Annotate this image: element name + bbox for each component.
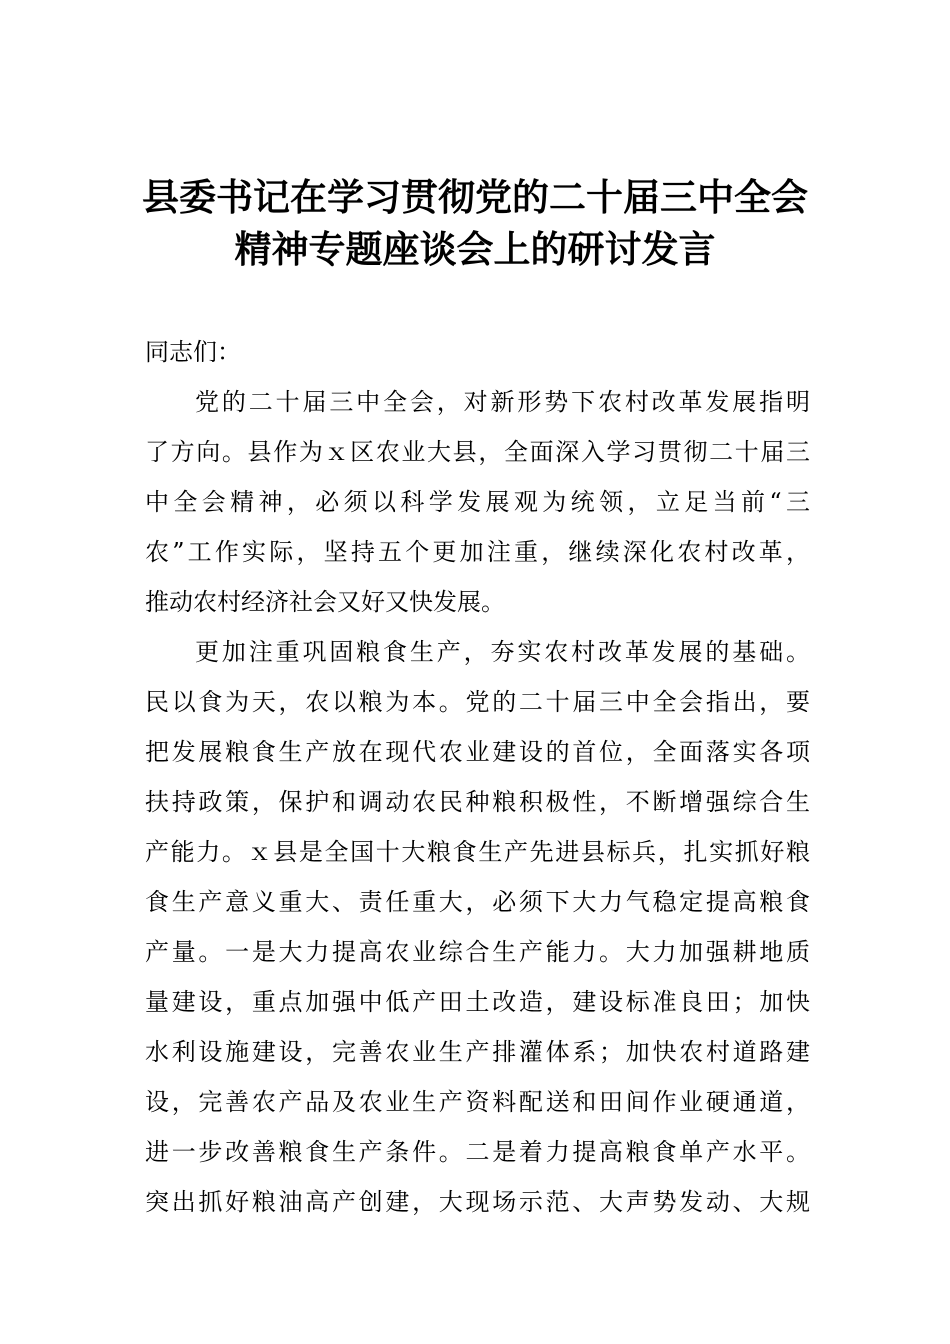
body-line: 进一步改善粮食生产条件。二是着力提高粮食单产水平。: [145, 1138, 810, 1166]
salutation: 同志们：: [145, 338, 241, 366]
body-line: 农”工作实际，坚持五个更加注重，继续深化农村改革，: [145, 538, 810, 566]
document-title-line-1: 县委书记在学习贯彻党的二十届三中全会: [142, 175, 808, 219]
body-line: 量建设，重点加强中低产田土改造，建设标准良田；加快: [145, 988, 810, 1016]
body-line: 产能力。ｘ县是全国十大粮食生产先进县标兵，扎实抓好粮: [145, 838, 810, 866]
body-line: 中全会精神，必须以科学发展观为统领，立足当前“三: [145, 488, 810, 516]
body-line: 了方向。县作为ｘ区农业大县，全面深入学习贯彻二十届三: [145, 438, 810, 466]
body-line: 更加注重巩固粮食生产，夯实农村改革发展的基础。: [195, 638, 810, 666]
body-line: 设，完善农产品及农业生产资料配送和田间作业硬通道，: [145, 1088, 810, 1116]
body-line: 民以食为天，农以粮为本。党的二十届三中全会指出，要: [145, 688, 810, 716]
body-line: 突出抓好粮油高产创建，大现场示范、大声势发动、大规: [145, 1188, 810, 1216]
body-line: 扶持政策，保护和调动农民种粮积极性，不断增强综合生: [145, 788, 810, 816]
body-line: 把发展粮食生产放在现代农业建设的首位，全面落实各项: [145, 738, 810, 766]
body-line: 水利设施建设，完善农业生产排灌体系；加快农村道路建: [145, 1038, 810, 1066]
body-line: 党的二十届三中全会，对新形势下农村改革发展指明: [195, 388, 810, 416]
body-line: 食生产意义重大、责任重大，必须下大力气稳定提高粮食: [145, 888, 810, 916]
body-line: 产量。一是大力提高农业综合生产能力。大力加强耕地质: [145, 938, 810, 966]
document-title-line-2: 精神专题座谈会上的研讨发言: [234, 227, 716, 271]
body-line: 推动农村经济社会又好又快发展。: [145, 588, 505, 616]
